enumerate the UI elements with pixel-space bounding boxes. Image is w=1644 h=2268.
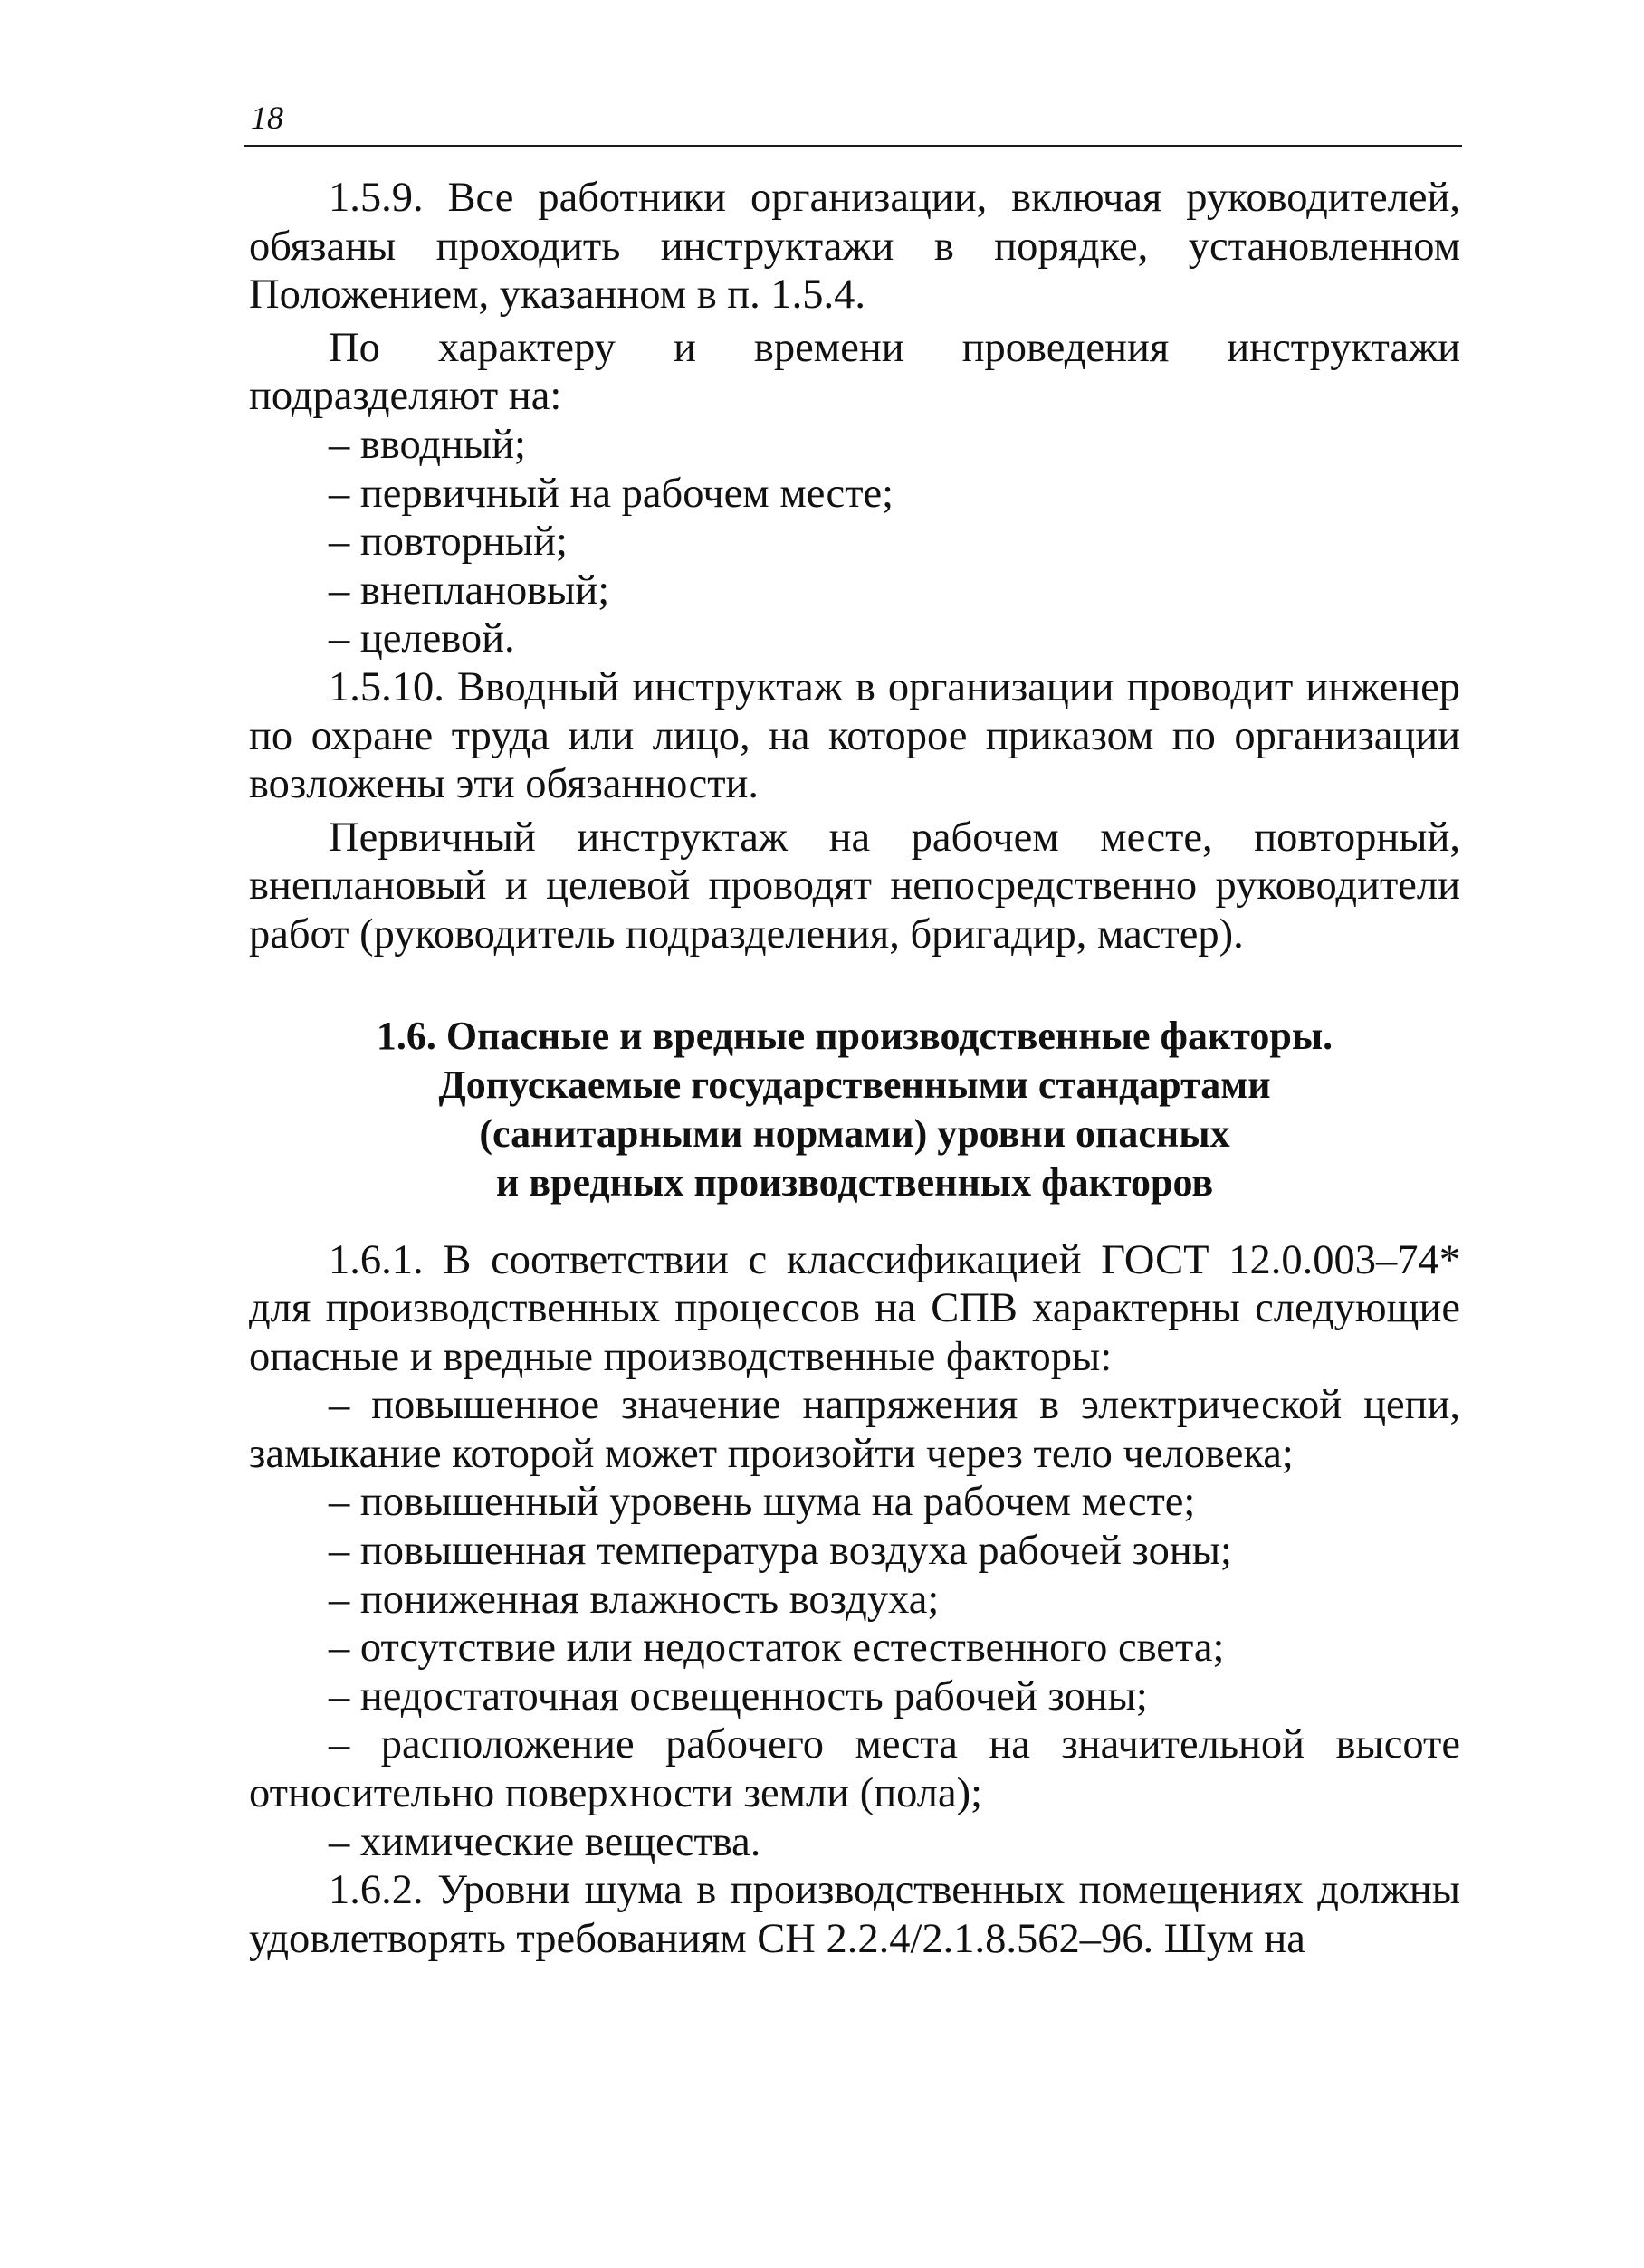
paragraph-1-6-1: 1.6.1. В соответствии с классификацией ГОСТ 12.0.003–74* для производственных процессов на СПВ характерны следующие опасные и вредные производственные факторы: — [249, 1236, 1460, 1380]
header-rule — [244, 145, 1462, 147]
list-item-instruction-type: – вводный; — [329, 421, 526, 468]
list-item-hazard-factor: – повышенное значение напряжения в электрической цепи, замыкание которой может произойти через тело человека; — [249, 1382, 1460, 1477]
list-item-hazard-factor: – расположение рабочего места на значительной высоте относительно поверхности земли (пола); — [249, 1721, 1460, 1817]
list-item-instruction-type: – повторный; — [329, 519, 568, 566]
section-heading-1-6 — [249, 1012, 1460, 1207]
paragraph-1-6-2: 1.6.2. Уровни шума в производственных помещениях должны удовлетворять требованиям СН 2.2.4/2.1.8.562–96. Шум на — [249, 1867, 1460, 1962]
list-item-hazard-factor: – недостаточная освещенность рабочей зоны; — [329, 1672, 1148, 1720]
heading-line: 1.6. Опасные и вредные производственные факторы. — [376, 1013, 1333, 1058]
heading-line: Допускаемые государственными стандартами — [438, 1062, 1271, 1107]
list-item-hazard-factor: – повышенная температура воздуха рабочей зоны; — [329, 1528, 1232, 1575]
heading-line: и вредных производственных факторов — [495, 1159, 1214, 1205]
list-item-instruction-type: – целевой. — [329, 615, 515, 662]
paragraph-primary-instruction: Первичный инструктаж на рабочем месте, повторный, внеплановый и целевой проводят непосредственно руководители работ (руководитель подразделения, бригадир, мастер). — [249, 814, 1460, 958]
paragraph-instruction-types-intro: По характеру и времени проведения инструктажи подразделяют на: — [249, 324, 1460, 420]
list-item-hazard-factor: – химические вещества. — [329, 1818, 761, 1865]
list-item-instruction-type: – первичный на рабочем месте; — [329, 470, 894, 517]
list-item-hazard-factor: – отсутствие или недостаток естественного света; — [329, 1625, 1225, 1672]
list-item-hazard-factor: – повышенный уровень шума на рабочем месте; — [329, 1479, 1196, 1526]
paragraph-1-5-9: 1.5.9. Все работники организации, включая руководителей, обязаны проходить инструктажи в порядке, установленном Положением, указанном в п. 1.5.4. — [249, 175, 1460, 319]
list-item-hazard-factor: – пониженная влажность воздуха; — [329, 1576, 940, 1623]
body-text — [249, 174, 1460, 1963]
page-number: 18 — [251, 100, 283, 136]
paragraph-1-5-10: 1.5.10. Вводный инструктаж в организации проводит инженер по охране труда или лицо, на которое приказом по организации возложены эти обязанности. — [249, 663, 1460, 808]
heading-line: (санитарными нормами) уровни опасных — [479, 1110, 1230, 1156]
list-item-instruction-type: – внеплановый; — [329, 567, 610, 614]
